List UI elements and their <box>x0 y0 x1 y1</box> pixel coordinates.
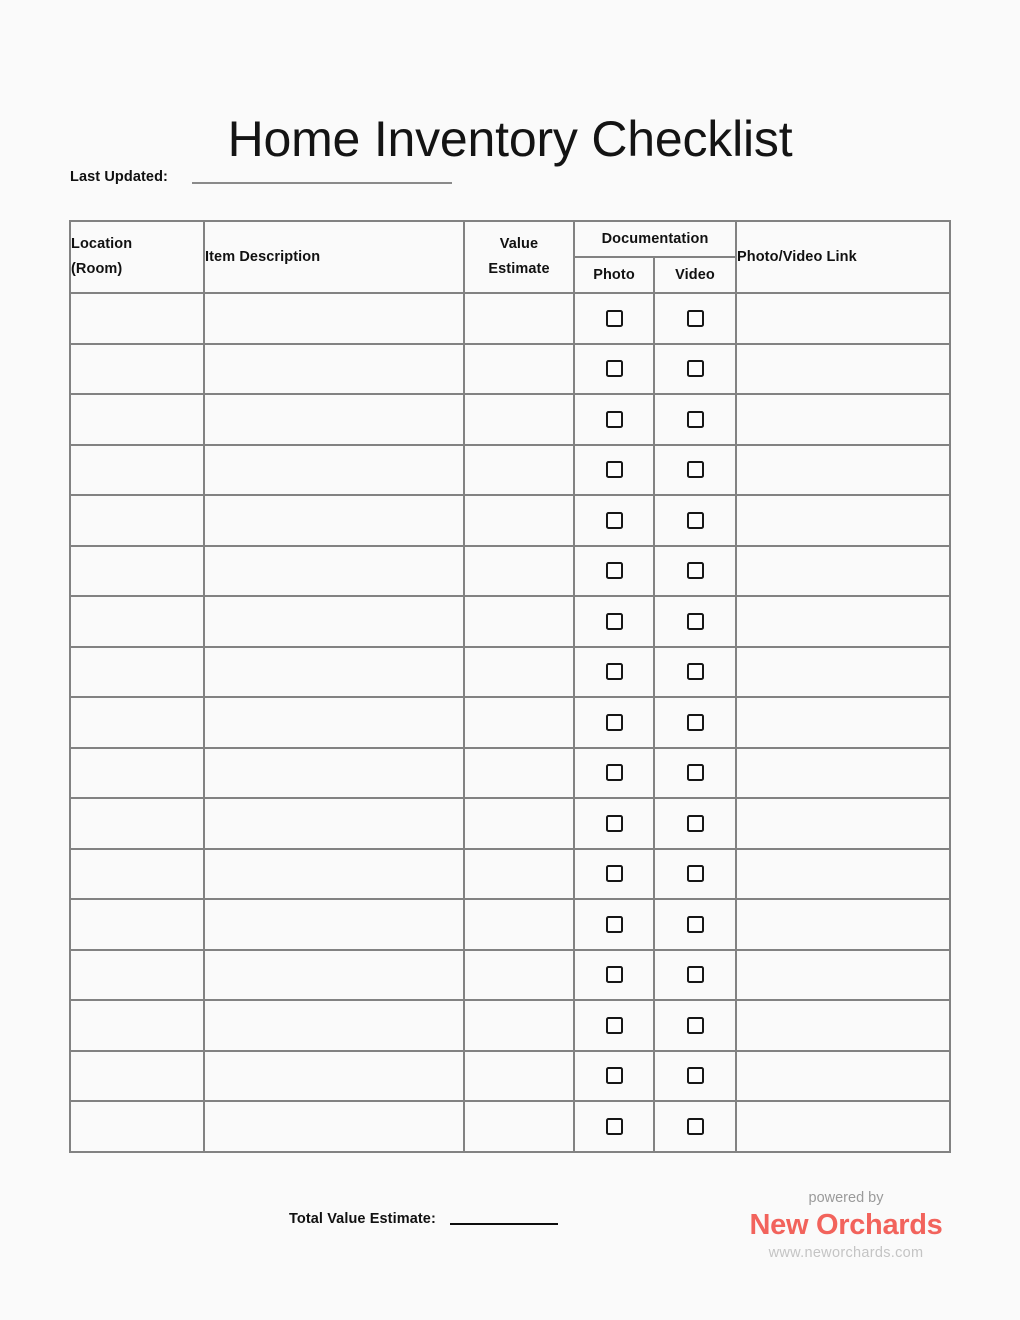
last-updated-input-line[interactable] <box>192 182 452 184</box>
cell-photo-video-link[interactable] <box>736 495 950 546</box>
checkbox-photo-icon[interactable] <box>606 310 623 327</box>
cell-photo-video-link[interactable] <box>736 899 950 950</box>
cell-video-checkbox[interactable] <box>654 495 736 546</box>
cell-item-description[interactable] <box>204 950 464 1001</box>
cell-item-description[interactable] <box>204 445 464 496</box>
cell-location[interactable] <box>70 445 204 496</box>
header-location-line2: (Room) <box>71 261 123 277</box>
table-row <box>70 445 950 496</box>
table-row <box>70 495 950 546</box>
cell-photo-checkbox[interactable] <box>574 344 654 395</box>
cell-video-checkbox[interactable] <box>654 697 736 748</box>
cell-location[interactable] <box>70 293 204 344</box>
last-updated-field <box>70 168 452 186</box>
cell-video-checkbox[interactable] <box>654 798 736 849</box>
checkbox-photo-icon[interactable] <box>606 360 623 377</box>
cell-location[interactable] <box>70 849 204 900</box>
cell-photo-video-link[interactable] <box>736 546 950 597</box>
cell-video-checkbox[interactable] <box>654 748 736 799</box>
cell-location[interactable] <box>70 899 204 950</box>
cell-photo-checkbox[interactable] <box>574 394 654 445</box>
checkbox-photo-icon[interactable] <box>606 865 623 882</box>
last-updated-label: Last Updated: <box>70 169 168 185</box>
checkbox-video-icon[interactable] <box>687 1118 704 1135</box>
checkbox-video-icon[interactable] <box>687 613 704 630</box>
cell-value-estimate[interactable] <box>464 596 574 647</box>
table-row <box>70 1101 950 1152</box>
cell-item-description[interactable] <box>204 394 464 445</box>
page-title: Home Inventory Checklist <box>227 110 793 167</box>
cell-location[interactable] <box>70 748 204 799</box>
table-row <box>70 849 950 900</box>
header-value-estimate-line2: Estimate <box>488 261 550 277</box>
checkbox-photo-icon[interactable] <box>606 815 623 832</box>
cell-location[interactable] <box>70 344 204 395</box>
header-item-description: Item Description <box>204 221 464 293</box>
checkbox-photo-icon[interactable] <box>606 613 623 630</box>
cell-photo-checkbox[interactable] <box>574 495 654 546</box>
checkbox-video-icon[interactable] <box>687 966 704 983</box>
cell-photo-video-link[interactable] <box>736 596 950 647</box>
table-row <box>70 344 950 395</box>
cell-item-description[interactable] <box>204 546 464 597</box>
cell-location[interactable] <box>70 950 204 1001</box>
cell-item-description[interactable] <box>204 899 464 950</box>
cell-location[interactable] <box>70 697 204 748</box>
cell-photo-video-link[interactable] <box>736 344 950 395</box>
checkbox-photo-icon[interactable] <box>606 562 623 579</box>
table-row <box>70 950 950 1001</box>
checkbox-video-icon[interactable] <box>687 1017 704 1034</box>
cell-photo-checkbox[interactable] <box>574 748 654 799</box>
checkbox-photo-icon[interactable] <box>606 461 623 478</box>
checkbox-video-icon[interactable] <box>687 411 704 428</box>
checkbox-video-icon[interactable] <box>687 916 704 933</box>
table-row <box>70 647 950 698</box>
cell-photo-video-link[interactable] <box>736 950 950 1001</box>
table-row <box>70 546 950 597</box>
cell-location[interactable] <box>70 1101 204 1152</box>
cell-value-estimate[interactable] <box>464 748 574 799</box>
cell-photo-video-link[interactable] <box>736 1051 950 1102</box>
checkbox-photo-icon[interactable] <box>606 966 623 983</box>
cell-location[interactable] <box>70 647 204 698</box>
cell-photo-video-link[interactable] <box>736 394 950 445</box>
cell-video-checkbox[interactable] <box>654 1000 736 1051</box>
cell-value-estimate[interactable] <box>464 647 574 698</box>
cell-location[interactable] <box>70 1000 204 1051</box>
cell-video-checkbox[interactable] <box>654 394 736 445</box>
cell-item-description[interactable] <box>204 1000 464 1051</box>
checkbox-video-icon[interactable] <box>687 1067 704 1084</box>
checkbox-photo-icon[interactable] <box>606 714 623 731</box>
header-value-estimate-line1: Value <box>499 236 539 252</box>
cell-video-checkbox[interactable] <box>654 293 736 344</box>
cell-value-estimate[interactable] <box>464 546 574 597</box>
cell-photo-checkbox[interactable] <box>574 798 654 849</box>
cell-photo-video-link[interactable] <box>736 798 950 849</box>
cell-value-estimate[interactable] <box>464 950 574 1001</box>
cell-photo-checkbox[interactable] <box>574 293 654 344</box>
cell-video-checkbox[interactable] <box>654 849 736 900</box>
cell-value-estimate[interactable] <box>464 899 574 950</box>
cell-item-description[interactable] <box>204 344 464 395</box>
cell-photo-video-link[interactable] <box>736 647 950 698</box>
cell-photo-checkbox[interactable] <box>574 1000 654 1051</box>
cell-photo-video-link[interactable] <box>736 1101 950 1152</box>
cell-photo-video-link[interactable] <box>736 849 950 900</box>
checkbox-photo-icon[interactable] <box>606 1118 623 1135</box>
table-row <box>70 394 950 445</box>
cell-item-description[interactable] <box>204 596 464 647</box>
table-header <box>70 221 950 293</box>
checkbox-video-icon[interactable] <box>687 562 704 579</box>
cell-location[interactable] <box>70 798 204 849</box>
cell-item-description[interactable] <box>204 495 464 546</box>
table-row <box>70 1000 950 1051</box>
checkbox-video-icon[interactable] <box>687 360 704 377</box>
cell-value-estimate[interactable] <box>464 798 574 849</box>
cell-photo-checkbox[interactable] <box>574 849 654 900</box>
cell-item-description[interactable] <box>204 1051 464 1102</box>
cell-photo-checkbox[interactable] <box>574 546 654 597</box>
table-row <box>70 293 950 344</box>
cell-location[interactable] <box>70 546 204 597</box>
cell-value-estimate[interactable] <box>464 445 574 496</box>
cell-photo-checkbox[interactable] <box>574 445 654 496</box>
header-documentation: Documentation <box>574 221 736 257</box>
cell-item-description[interactable] <box>204 849 464 900</box>
checkbox-video-icon[interactable] <box>687 461 704 478</box>
cell-photo-checkbox[interactable] <box>574 697 654 748</box>
checkbox-photo-icon[interactable] <box>606 1017 623 1034</box>
cell-photo-video-link[interactable] <box>736 293 950 344</box>
cell-value-estimate[interactable] <box>464 495 574 546</box>
cell-photo-checkbox[interactable] <box>574 647 654 698</box>
header-location <box>70 221 204 293</box>
cell-photo-video-link[interactable] <box>736 748 950 799</box>
cell-value-estimate[interactable] <box>464 394 574 445</box>
cell-location[interactable] <box>70 495 204 546</box>
checkbox-photo-icon[interactable] <box>606 1067 623 1084</box>
checkbox-video-icon[interactable] <box>687 512 704 529</box>
cell-video-checkbox[interactable] <box>654 899 736 950</box>
cell-item-description[interactable] <box>204 647 464 698</box>
table-body <box>70 293 950 1152</box>
cell-photo-video-link[interactable] <box>736 445 950 496</box>
checkbox-video-icon[interactable] <box>687 865 704 882</box>
total-value-field <box>289 1210 558 1228</box>
cell-photo-checkbox[interactable] <box>574 1101 654 1152</box>
checkbox-video-icon[interactable] <box>687 663 704 680</box>
cell-value-estimate[interactable] <box>464 1000 574 1051</box>
cell-value-estimate[interactable] <box>464 1051 574 1102</box>
cell-video-checkbox[interactable] <box>654 950 736 1001</box>
cell-photo-checkbox[interactable] <box>574 596 654 647</box>
checkbox-video-icon[interactable] <box>687 310 704 327</box>
table-row <box>70 798 950 849</box>
header-video: Video <box>654 257 736 293</box>
cell-value-estimate[interactable] <box>464 1101 574 1152</box>
checkbox-photo-icon[interactable] <box>606 916 623 933</box>
cell-item-description[interactable] <box>204 1101 464 1152</box>
cell-photo-checkbox[interactable] <box>574 950 654 1001</box>
checkbox-video-icon[interactable] <box>687 815 704 832</box>
cell-item-description[interactable] <box>204 293 464 344</box>
cell-photo-checkbox[interactable] <box>574 899 654 950</box>
cell-item-description[interactable] <box>204 798 464 849</box>
checkbox-photo-icon[interactable] <box>606 764 623 781</box>
table-row <box>70 596 950 647</box>
total-value-input-line[interactable] <box>450 1223 558 1225</box>
powered-by-label: powered by <box>808 1190 884 1206</box>
cell-item-description[interactable] <box>204 697 464 748</box>
cell-photo-checkbox[interactable] <box>574 1051 654 1102</box>
cell-video-checkbox[interactable] <box>654 1051 736 1102</box>
cell-video-checkbox[interactable] <box>654 647 736 698</box>
checkbox-photo-icon[interactable] <box>606 512 623 529</box>
brand-name: New Orchards <box>749 1209 943 1241</box>
table-row <box>70 1051 950 1102</box>
total-value-label: Total Value Estimate: <box>289 1211 436 1227</box>
table-row <box>70 697 950 748</box>
cell-value-estimate[interactable] <box>464 849 574 900</box>
table-header-row-top <box>70 221 950 257</box>
header-photo: Photo <box>574 257 654 293</box>
branding-block <box>741 1188 951 1263</box>
checkbox-video-icon[interactable] <box>687 714 704 731</box>
cell-value-estimate[interactable] <box>464 344 574 395</box>
cell-video-checkbox[interactable] <box>654 596 736 647</box>
cell-value-estimate[interactable] <box>464 697 574 748</box>
cell-video-checkbox[interactable] <box>654 344 736 395</box>
cell-location[interactable] <box>70 394 204 445</box>
checkbox-video-icon[interactable] <box>687 764 704 781</box>
brand-url: www.neworchards.com <box>768 1245 924 1261</box>
cell-video-checkbox[interactable] <box>654 1101 736 1152</box>
cell-location[interactable] <box>70 1051 204 1102</box>
inventory-table-container <box>69 220 949 1153</box>
table-row <box>70 899 950 950</box>
checkbox-photo-icon[interactable] <box>606 663 623 680</box>
cell-location[interactable] <box>70 596 204 647</box>
cell-video-checkbox[interactable] <box>654 445 736 496</box>
inventory-table <box>69 220 951 1153</box>
cell-photo-video-link[interactable] <box>736 697 950 748</box>
table-row <box>70 748 950 799</box>
checkbox-photo-icon[interactable] <box>606 411 623 428</box>
cell-photo-video-link[interactable] <box>736 1000 950 1051</box>
cell-item-description[interactable] <box>204 748 464 799</box>
cell-value-estimate[interactable] <box>464 293 574 344</box>
header-location-line1: Location <box>71 236 133 252</box>
cell-video-checkbox[interactable] <box>654 546 736 597</box>
header-value-estimate <box>464 221 574 293</box>
header-photo-video-link: Photo/Video Link <box>736 221 950 293</box>
